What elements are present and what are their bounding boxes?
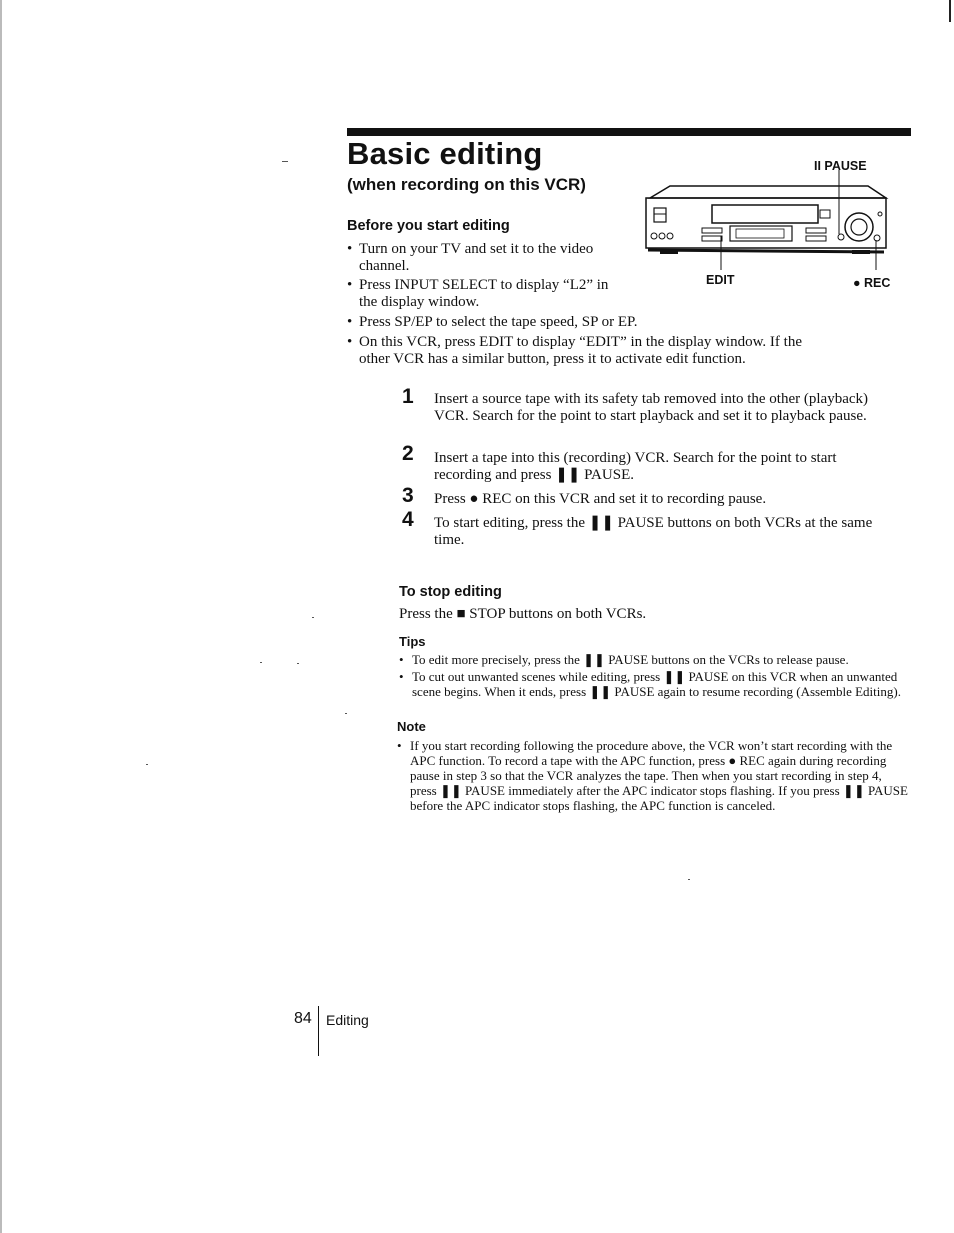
scan-speck	[260, 662, 262, 663]
before-bullet: • On this VCR, press EDIT to display “EDIT” in the display window. If the other VCR has a similar button, press it to activate edit function.	[347, 334, 802, 367]
step-text: Insert a tape into this (recording) VCR. Search for the point to start recording and press ❚❚ PAUSE.	[434, 450, 837, 483]
scan-speck	[297, 663, 299, 664]
scan-mark	[949, 0, 951, 22]
before-heading: Before you start editing	[347, 218, 510, 234]
scan-speck	[688, 879, 690, 880]
stop-text: Press the ■ STOP buttons on both VCRs.	[399, 606, 647, 622]
scan-speck	[146, 764, 148, 765]
stop-heading: To stop editing	[399, 584, 502, 600]
note-text: If you start recording following the procedure above, the VCR won’t start recording with the APC function. To record a tape with the APC function, press ● REC again during recording pause in step 3 so that the VCR analyzes the tape. Then when you start recording in step 4, press ❚❚ PAUSE immediately after the APC indicator stops flashing. If you press ❚❚ PAUSE before the APC indicator stops flashing, the APC function is canceled.	[410, 738, 908, 813]
tip-text: To cut out unwanted scenes while editing, press ❚❚ PAUSE on this VCR when an unwanted scene begins. When it ends, press ❚❚ PAUSE again to resume recording (Assemble Editing).	[412, 669, 901, 699]
scan-speck	[312, 617, 314, 618]
before-bullet-text: Press INPUT SELECT to display “L2” in the display window.	[359, 277, 609, 310]
scan-speck	[282, 161, 288, 162]
step-text: Insert a source tape with its safety tab removed into the other (playback) VCR. Search for the point to start playback and set it to playback pause.	[434, 391, 869, 424]
footer-section: Editing	[326, 1012, 369, 1028]
note-heading: Note	[397, 719, 426, 734]
footer-divider	[318, 1006, 319, 1056]
before-bullet: • Press INPUT SELECT to display “L2” in the display window.	[347, 277, 609, 310]
page-number: 84	[294, 1010, 312, 1027]
tip-item: • To edit more precisely, press the ❚❚ PAUSE buttons on the VCRs to release pause.	[399, 652, 849, 667]
tips-heading: Tips	[399, 634, 426, 649]
step-number: 4	[402, 508, 414, 531]
before-bullet: • Press SP/EP to select the tape speed, SP or EP.	[347, 314, 638, 330]
step-number: 3	[402, 484, 414, 507]
tip-item: • To cut out unwanted scenes while editing, press ❚❚ PAUSE on this VCR when an unwanted scene begins. When it ends, press ❚❚ PAUSE again to resume recording (Assemble Editing).	[399, 669, 901, 699]
step-text: To start editing, press the ❚❚ PAUSE buttons on both VCRs at the same time.	[434, 515, 873, 548]
title-rule	[347, 128, 911, 136]
pause-label: II PAUSE	[814, 159, 867, 173]
rec-label: ● REC	[853, 276, 891, 290]
scan-edge	[0, 0, 2, 1233]
step-number: 1	[402, 385, 414, 408]
vcr-illustration	[640, 170, 890, 270]
before-bullet: • Turn on your TV and set it to the video channel.	[347, 241, 594, 274]
note-item: • If you start recording following the procedure above, the VCR won’t start recording with the APC function. To record a tape with the APC function, press ● REC again during recording pause in step 3 so that the VCR analyzes the tape. Then when you start recording in step 4, press ❚❚ PAUSE immediately after the APC indicator stops flashing. If you press ❚❚ PAUSE before the APC indicator stops flashing, the APC function is canceled.	[397, 738, 908, 813]
page-subtitle: (when recording on this VCR)	[347, 175, 586, 194]
before-bullet-text: On this VCR, press EDIT to display “EDIT” in the display window. If the other VCR has a similar button, press it to activate edit function.	[359, 334, 802, 367]
step-text: Press ● REC on this VCR and set it to recording pause.	[434, 491, 767, 507]
before-bullet-text: Turn on your TV and set it to the video channel.	[359, 241, 594, 274]
page-title: Basic editing	[347, 136, 543, 171]
step-number: 2	[402, 442, 414, 465]
edit-label: EDIT	[706, 273, 735, 287]
scan-speck	[345, 713, 347, 714]
before-bullet-text: Press SP/EP to select the tape speed, SP or EP.	[359, 314, 638, 330]
tip-text: To edit more precisely, press the ❚❚ PAUSE buttons on the VCRs to release pause.	[412, 652, 849, 667]
